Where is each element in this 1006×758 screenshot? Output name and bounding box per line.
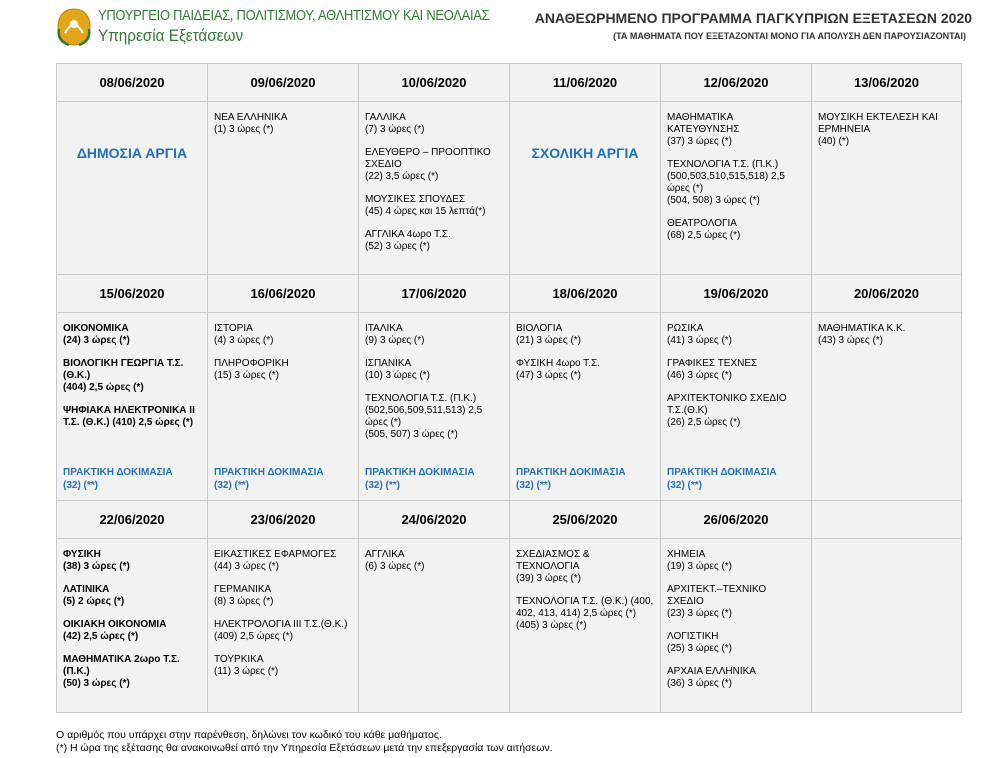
exam-code-duration: (6) 3 ώρες (*)	[365, 561, 425, 572]
exam-code-duration: (4) 3 ώρες (*)	[214, 335, 274, 346]
exam-entry	[516, 596, 654, 632]
exam-code-duration: (8) 3 ώρες (*)	[214, 596, 274, 607]
exam-code-duration: (36) 3 ώρες (*)	[667, 678, 733, 689]
exam-subject: ΑΡΧΙΤΕΚΤ.–ΤΕΧΝΙΚΟ ΣΧΕΔΙΟ	[667, 584, 767, 607]
date-header: 15/06/2020	[57, 275, 208, 313]
exam-entry	[667, 631, 805, 655]
date-header: 25/06/2020	[510, 501, 661, 539]
day-cell	[359, 102, 510, 275]
exam-subject: ΜΟΥΣΙΚΗ ΕΚΤΕΛΕΣΗ ΚΑΙ ΕΡΜΗΝΕΙΑ	[818, 112, 938, 135]
exam-code-duration: (21) 3 ώρες (*)	[516, 335, 582, 346]
holiday-label: ΔΗΜΟΣΙΑ ΑΡΓΙΑ	[76, 145, 188, 161]
day-cell	[359, 313, 510, 501]
footer-note-code: Ο αριθμός που υπάρχει στην παρένθεση, δηλώνει τον κωδικό του κάθε μαθήματος.	[56, 729, 442, 741]
exam-code-duration: (68) 2,5 ώρες (*)	[667, 230, 741, 241]
exam-code-duration: (25) 3 ώρες (*)	[667, 643, 733, 654]
exam-code-duration: (45) 4 ώρες και 15 λεπτά(*)	[365, 206, 486, 217]
exam-subject: ΒΙΟΛΟΓΙΑ	[516, 323, 563, 334]
date-header: 17/06/2020	[359, 275, 510, 313]
exam-subject: ΦΥΣΙΚΗ	[63, 549, 101, 560]
exam-subject: ΤΟΥΡΚΙΚΑ	[214, 654, 264, 665]
exam-entry	[667, 358, 805, 382]
practical-test-code: (32) (**)	[214, 480, 250, 491]
date-header: 26/06/2020	[661, 501, 812, 539]
exam-code-duration: (37) 3 ώρες (*)	[667, 136, 733, 147]
practical-test	[63, 466, 173, 492]
exam-subject: ΧΗΜΕΙΑ	[667, 549, 706, 560]
date-header: 13/06/2020	[812, 64, 962, 102]
exam-code-duration: (9) 3 ώρες (*)	[365, 335, 425, 346]
date-header: 12/06/2020	[661, 64, 812, 102]
exam-entry	[667, 584, 805, 620]
date-row	[57, 64, 962, 102]
exam-code-duration: (15) 3 ώρες (*)	[214, 370, 280, 381]
cyprus-emblem-icon	[55, 7, 93, 47]
exam-code-duration: (409) 2,5 ώρες (*)	[214, 631, 293, 642]
exam-subject: ΓΡΑΦΙΚΕΣ ΤΕΧΝΕΣ	[667, 358, 758, 369]
exam-entry	[63, 549, 201, 573]
practical-test-label: ΠΡΑΚΤΙΚΗ ΔΟΚΙΜΑΣΙΑ	[214, 467, 324, 478]
exam-row	[57, 539, 962, 713]
exam-row	[57, 102, 962, 275]
day-cell	[661, 102, 812, 275]
exam-subject: ΜΟΥΣΙΚΕΣ ΣΠΟΥΔΕΣ	[365, 194, 466, 205]
exam-subject: ΑΓΓΛΙΚΑ	[365, 549, 405, 560]
date-header: 20/06/2020	[812, 275, 962, 313]
day-cell	[57, 539, 208, 713]
exam-entry	[365, 393, 503, 441]
exam-code-duration: (11) 3 ώρες (*)	[214, 666, 279, 677]
date-header: 16/06/2020	[208, 275, 359, 313]
exam-subject: ΟΙΚΙΑΚΗ ΟΙΚΟΝΟΜΙΑ	[63, 619, 167, 630]
exam-subject: ΗΛΕΚΤΡΟΛΟΓΙΑ ΙΙΙ Τ.Σ.(Θ.Κ.)	[214, 619, 348, 630]
date-header: 09/06/2020	[208, 64, 359, 102]
exam-entry	[667, 393, 805, 429]
day-cell	[661, 539, 812, 713]
exam-entry	[365, 147, 503, 183]
exam-entry	[214, 619, 352, 643]
exam-code-duration: (47) 3 ώρες (*)	[516, 370, 582, 381]
exam-code-duration: (40) (*)	[818, 136, 850, 147]
exam-subject: ΙΤΑΛΙΚΑ	[365, 323, 403, 334]
exam-subject: ΘΕΑΤΡΟΛΟΓΙΑ	[667, 218, 737, 229]
exam-entry	[214, 358, 352, 382]
exam-entry	[667, 112, 805, 148]
exam-entry	[214, 549, 352, 573]
exam-entry	[516, 323, 654, 347]
practical-test-code: (32) (**)	[667, 480, 703, 491]
date-header: 11/06/2020	[510, 64, 661, 102]
exam-subject: ΝΕΑ ΕΛΛΗΝΙΚΑ	[214, 112, 288, 123]
exam-entry	[214, 654, 352, 678]
day-cell	[208, 313, 359, 501]
exam-code-duration: (43) 3 ώρες (*)	[818, 335, 884, 346]
day-cell	[812, 102, 962, 275]
exam-entry	[63, 654, 201, 690]
date-header: 22/06/2020	[57, 501, 208, 539]
exam-subject: ΙΣΤΟΡΙΑ	[214, 323, 253, 334]
exam-subject: ΓΑΛΛΙΚΑ	[365, 112, 406, 123]
date-header: 10/06/2020	[359, 64, 510, 102]
exam-schedule-table	[56, 63, 962, 713]
exam-entry	[516, 358, 654, 382]
exam-subject: ΤΕΧΝΟΛΟΓΙΑ Τ.Σ. (Π.Κ.) (500,503,510,515,518) 2,5 ώρες (*)	[667, 159, 785, 194]
day-cell	[359, 539, 510, 713]
date-header: 23/06/2020	[208, 501, 359, 539]
exam-entry	[63, 358, 201, 394]
practical-test-label: ΠΡΑΚΤΙΚΗ ΔΟΚΙΜΑΣΙΑ	[516, 467, 626, 478]
exam-entry	[63, 584, 201, 608]
practical-test	[667, 466, 777, 492]
exam-subject: ΛΑΤΙΝΙΚΑ	[63, 584, 110, 595]
exam-subject: ΜΑΘΗΜΑΤΙΚΑ ΚΑΤΕΥΘΥΝΣΗΣ	[667, 112, 740, 135]
date-header: 08/06/2020	[57, 64, 208, 102]
exam-subject: ΑΡΧΑΙΑ ΕΛΛΗΝΙΚΑ	[667, 666, 756, 677]
exam-code-duration: (50) 3 ώρες (*)	[63, 678, 130, 689]
day-cell	[510, 102, 661, 275]
exam-code-duration: (504, 508) 3 ώρες (*)	[667, 195, 760, 206]
exam-row	[57, 313, 962, 501]
footer-note-time: (*) Η ώρα της εξέτασης θα ανακοινωθεί από την Υπηρεσία Εξετάσεων μετά την επεξεργασία των αιτήσεων.	[56, 742, 553, 754]
exam-entry	[667, 323, 805, 347]
exam-entry	[365, 358, 503, 382]
service-name: Υπηρεσία Εξετάσεων	[98, 26, 244, 45]
day-cell	[510, 539, 661, 713]
day-cell	[208, 539, 359, 713]
exam-entry	[214, 112, 352, 136]
exam-subject: ΓΕΡΜΑΝΙΚΑ	[214, 584, 272, 595]
date-header: 24/06/2020	[359, 501, 510, 539]
exam-entry	[818, 323, 955, 347]
exam-subject: ΙΣΠΑΝΙΚΑ	[365, 358, 412, 369]
practical-test-label: ΠΡΑΚΤΙΚΗ ΔΟΚΙΜΑΣΙΑ	[63, 467, 173, 478]
exam-entry	[63, 619, 201, 643]
day-cell	[661, 313, 812, 501]
exam-code-duration: (5) 2 ώρες (*)	[63, 596, 125, 607]
exam-code-duration: (52) 3 ώρες (*)	[365, 241, 431, 252]
practical-test-code: (32) (**)	[516, 480, 552, 491]
practical-test-label: ΠΡΑΚΤΙΚΗ ΔΟΚΙΜΑΣΙΑ	[667, 467, 777, 478]
page-subtitle: (ΤΑ ΜΑΘΗΜΑΤΑ ΠΟΥ ΕΞΕΤΑΖΟΝΤΑΙ ΜΟΝΟ ΓΙΑ ΑΠΟΛΥΣΗ ΔΕΝ ΠΑΡΟΥΣΙΑΖΟΝΤΑΙ)	[613, 31, 966, 41]
exam-code-duration: (39) 3 ώρες (*)	[516, 573, 582, 584]
date-header	[812, 501, 962, 539]
day-cell	[57, 313, 208, 501]
exam-code-duration: (23) 3 ώρες (*)	[667, 608, 733, 619]
exam-subject: ΠΛΗΡΟΦΟΡΙΚΗ	[214, 358, 289, 369]
exam-code-duration: (24) 3 ώρες (*)	[63, 335, 130, 346]
practical-test	[365, 466, 475, 492]
exam-code-duration: (26) 2,5 ώρες (*)	[667, 417, 741, 428]
exam-entry	[365, 323, 503, 347]
exam-subject: ΜΑΘΗΜΑΤΙΚΑ 2ωρο Τ.Σ. (Π.Κ.)	[63, 654, 180, 677]
exam-entry	[667, 159, 805, 207]
exam-entry	[818, 112, 955, 148]
exam-entry	[365, 229, 503, 253]
exam-code-duration: (19) 3 ώρες (*)	[667, 561, 733, 572]
date-header: 18/06/2020	[510, 275, 661, 313]
exam-entry	[365, 194, 503, 218]
exam-subject: ΨΗΦΙΑΚΑ ΗΛΕΚΤΡΟΝΙΚΑ ΙΙ Τ.Σ. (Θ.Κ.) (410) 2,5 ώρες (*)	[63, 405, 195, 428]
date-row	[57, 501, 962, 539]
exam-subject: ΜΑΘΗΜΑΤΙΚΑ Κ.Κ.	[818, 323, 906, 334]
exam-entry	[63, 323, 201, 347]
day-cell	[208, 102, 359, 275]
footer-notes	[56, 729, 553, 755]
exam-code-duration: (46) 3 ώρες (*)	[667, 370, 733, 381]
day-cell	[812, 313, 962, 501]
exam-entry	[365, 549, 503, 573]
exam-subject: ΒΙΟΛΟΓΙΚΗ ΓΕΩΡΓΙΑ Τ.Σ. (Θ.Κ.)	[63, 358, 184, 381]
exam-subject: ΕΛΕΥΘΕΡΟ – ΠΡΟΟΠΤΙΚΟ ΣΧΕΔΙΟ	[365, 147, 491, 170]
exam-code-duration: (405) 3 ώρες (*)	[516, 620, 587, 631]
page-title: ΑΝΑΘΕΩΡΗΜΕΝΟ ΠΡΟΓΡΑΜΜΑ ΠΑΓΚΥΠΡΙΩΝ ΕΞΕΤΑΣΕΩΝ 2020	[534, 10, 972, 26]
exam-subject: ΕΙΚΑΣΤΙΚΕΣ ΕΦΑΡΜΟΓΕΣ	[214, 549, 337, 560]
exam-code-duration: (22) 3,5 ώρες (*)	[365, 171, 439, 182]
exam-subject: ΤΕΧΝΟΛΟΓΙΑ Τ.Σ. (Π.Κ.) (502,506,509,511,513) 2,5 ώρες (*)	[365, 393, 483, 428]
exam-code-duration: (505, 507) 3 ώρες (*)	[365, 429, 458, 440]
practical-test	[516, 466, 626, 492]
exam-code-duration: (10) 3 ώρες (*)	[365, 370, 431, 381]
date-header: 19/06/2020	[661, 275, 812, 313]
ministry-name: ΥΠΟΥΡΓΕΙΟ ΠΑΙΔΕΙΑΣ, ΠΟΛΙΤΙΣΜΟΥ, ΑΘΛΗΤΙΣΜΟΥ ΚΑΙ ΝΕΟΛΑΙΑΣ	[98, 7, 490, 24]
exam-subject: ΡΩΣΙΚΑ	[667, 323, 704, 334]
exam-entry	[667, 218, 805, 242]
exam-code-duration: (42) 2,5 ώρες (*)	[63, 631, 139, 642]
practical-test-label: ΠΡΑΚΤΙΚΗ ΔΟΚΙΜΑΣΙΑ	[365, 467, 475, 478]
exam-code-duration: (41) 3 ώρες (*)	[667, 335, 733, 346]
exam-code-duration: (1) 3 ώρες (*)	[214, 124, 274, 135]
exam-subject: ΤΕΧΝΟΛΟΓΙΑ Τ.Σ. (Θ.Κ.) (400, 402, 413, 414) 2,5 ώρες (*)	[516, 596, 654, 619]
exam-entry	[667, 666, 805, 690]
page-header	[0, 0, 1006, 60]
exam-entry	[516, 549, 654, 585]
exam-subject: ΑΡΧΙΤΕΚΤΟΝΙΚΟ ΣΧΕΔΙΟ Τ.Σ.(Θ.Κ)	[667, 393, 787, 416]
holiday-label: ΣΧΟΛΙΚΗ ΑΡΓΙΑ	[531, 145, 639, 161]
exam-code-duration: (44) 3 ώρες (*)	[214, 561, 280, 572]
exam-entry	[63, 405, 201, 429]
exam-entry	[667, 549, 805, 573]
exam-subject: ΦΥΣΙΚΗ 4ωρο Τ.Σ.	[516, 358, 600, 369]
exam-subject: ΣΧΕΔΙΑΣΜΟΣ & ΤΕΧΝΟΛΟΓΙΑ	[516, 549, 590, 572]
exam-code-duration: (7) 3 ώρες (*)	[365, 124, 425, 135]
exam-subject: ΛΟΓΙΣΤΙΚΗ	[667, 631, 719, 642]
exam-code-duration: (38) 3 ώρες (*)	[63, 561, 130, 572]
practical-test-code: (32) (**)	[365, 480, 401, 491]
day-cell	[510, 313, 661, 501]
practical-test	[214, 466, 324, 492]
day-cell	[57, 102, 208, 275]
exam-code-duration: (404) 2,5 ώρες (*)	[63, 382, 144, 393]
exam-entry	[214, 584, 352, 608]
exam-entry	[214, 323, 352, 347]
day-cell	[812, 539, 962, 713]
exam-subject: ΟΙΚΟΝΟΜΙΚΑ	[63, 323, 129, 334]
exam-entry	[365, 112, 503, 136]
practical-test-code: (32) (**)	[63, 480, 99, 491]
exam-subject: ΑΓΓΛΙΚΑ 4ωρο Τ.Σ.	[365, 229, 451, 240]
